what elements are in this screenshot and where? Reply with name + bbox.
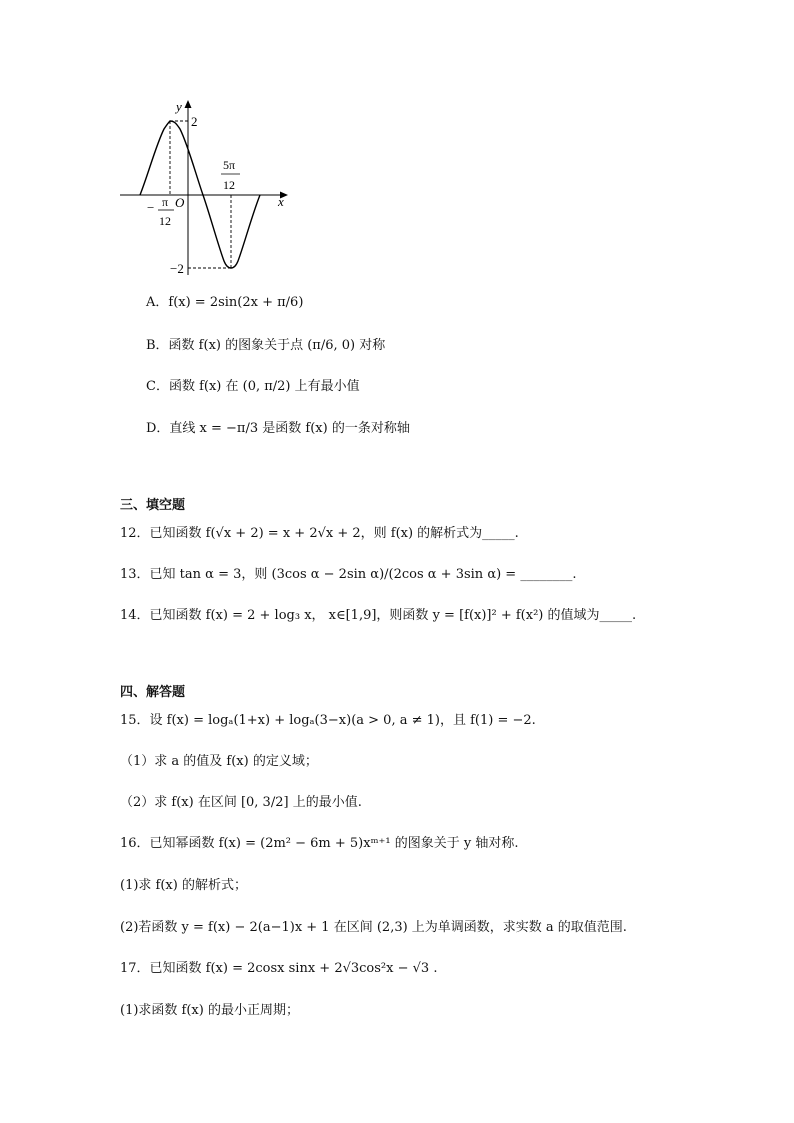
left-x-num: π <box>162 195 169 209</box>
question-14: 14．已知函数 f(x) = 2 + log₃ x， x∈[1,9]，则函数 y = [f(x)]² + f(x²) 的值域为_____. <box>120 608 637 623</box>
sine-graph <box>110 95 310 285</box>
x-axis-label: x <box>278 194 284 209</box>
question-17: 17．已知函数 f(x) = 2cosx sinx + 2√3cos²x − √3 . <box>120 961 438 976</box>
right-x-den: 12 <box>223 178 235 192</box>
question-17-part-1: (1)求函数 f(x) 的最小正周期； <box>120 1003 299 1018</box>
left-x-den: 12 <box>159 214 171 228</box>
y-max-label: 2 <box>191 114 198 129</box>
right-x-num: 5π <box>223 158 236 172</box>
option-c: C．函数 f(x) 在 (0, π/2) 上有最小值 <box>146 379 360 394</box>
question-16-part-2: (2)若函数 y = f(x) − 2(a−1)x + 1 在区间 (2,3) 上为单调函数，求实数 a 的取值范围. <box>120 920 627 935</box>
question-12: 12．已知函数 f(√x + 2) = x + 2√x + 2，则 f(x) 的解析式为_____. <box>120 526 519 541</box>
option-b: B．函数 f(x) 的图象关于点 (π/6, 0) 对称 <box>146 338 386 353</box>
y-min-label: −2 <box>170 261 184 276</box>
section3-heading: 三、填空题 <box>120 498 186 513</box>
question-15-part-2: （2）求 f(x) 在区间 [0, 3/2] 上的最小值. <box>120 795 362 810</box>
question-16: 16．已知幂函数 f(x) = (2m² − 6m + 5)xᵐ⁺¹ 的图象关于 y 轴对称. <box>120 836 519 851</box>
y-axis-arrow-icon <box>185 100 192 108</box>
section4-heading: 四、解答题 <box>120 685 186 700</box>
option-d: D．直线 x = −π/3 是函数 f(x) 的一条对称轴 <box>146 421 410 436</box>
question-15-part-1: （1）求 a 的值及 f(x) 的定义域； <box>120 754 318 769</box>
y-axis-label: y <box>176 99 182 114</box>
question-16-part-1: (1)求 f(x) 的解析式； <box>120 878 247 893</box>
origin-label: O <box>175 195 185 210</box>
question-15: 15．设 f(x) = logₐ(1+x) + logₐ(3−x)(a > 0, a ≠ 1)，且 f(1) = −2. <box>120 713 536 728</box>
left-x-sign: − <box>147 200 155 215</box>
question-13: 13．已知 tan α = 3，则 (3cos α − 2sin α)/(2cos α + 3sin α) = ________. <box>120 567 577 582</box>
option-a: A．f(x) = 2sin(2x + π/6) <box>146 295 304 310</box>
